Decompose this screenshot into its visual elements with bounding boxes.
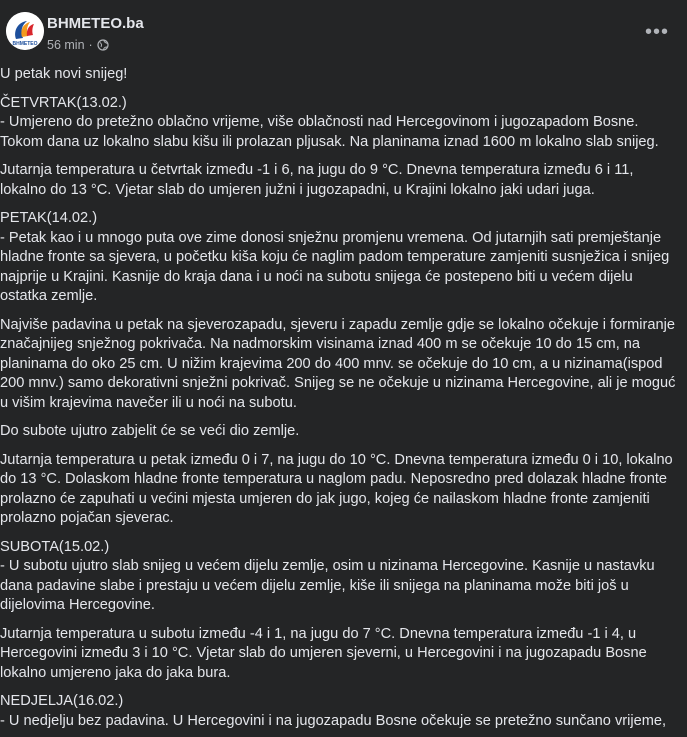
petak-paragraph-2: Najviše padavina u petak na sjeverozapadu, sjeveru i zapadu zemlje gdje se lokalno očekuje i formiranje značajnijeg snježnog pokrivača. Na nadmorskim visinama iznad 400 m se očekuje 10 do 15 cm, na planinama do oko 25 cm. U nižim krajevima 200 do 400 mnv. se očekuje do 10 cm, a u nizinama(ispod 200 mnv.) samo dekorativni snježni pokrivač. Snijeg se ne očekuje u nizinama Hercegovine, ali je moguć u višim krajevima navečer ili u noći na subotu. (0, 316, 676, 411)
bhmeteo-logo-icon (6, 12, 44, 50)
nedjelja-paragraph-1: - U nedjelju bez padavina. U Hercegovini i na jugozapadu Bosne očekuje se pretežno sunčano vrijeme, (0, 712, 667, 729)
avatar-text: BHMETEO (12, 41, 38, 47)
meta-separator: · (88, 38, 93, 52)
petak-paragraph-1: - Petak kao i u mnogo puta ove zime donosi snježnu promjenu vremena. Od jutarnjih sati premještanje hladne fronte sa sjevera, u početku kiša koju će naglim padom temperature zamjeniti susnježica i snijeg najprije u Krajini. Kasnije do kraja dana i u noći na subotu snijega će postepeno biti u većem dijelu ostatka zemlje. (0, 229, 670, 304)
section-heading-subota: SUBOTA(15.02.) (0, 538, 110, 555)
post-body (0, 65, 677, 731)
section-heading-nedjelja: NEDJELJA(16.02.) (0, 693, 124, 709)
subota-paragraph-2: Jutarnja temperatura u subotu između -4 i 1, na jugu do 7 °C. Dnevna temperatura između -1 i 4, u Hercegovini između 3 i 10 °C. Vjetar slab do umjeren sjeverni, u Hercegovini i na jugozapadu Bosne lokalno umjereno jaka do jaka bura. (0, 625, 647, 681)
subota-paragraph-1: - U subotu ujutro slab snijeg u većem dijelu zemlje, osim u nizinama Hercegovine. Kasnije u nastavku dana padavine slabe i prestaju u većem dijelu zemlje, kiše ili snijega na planinama može biti još u dijelovima Hercegovine. (0, 558, 655, 613)
post-meta (47, 38, 109, 52)
petak-paragraph-3: Do subote ujutro zabjelit će se veći dio zemlje. (0, 423, 300, 439)
more-options-button[interactable]: ••• (644, 20, 669, 43)
cetvrtak-paragraph-2: Jutarnja temperatura u četvrtak između -1 i 6, na jugu do 9 °C. Dnevna temperatura između 6 i 11, lokalno do 13 °C. Vjetar slab do umjeren južni i jugozapadni, u Krajini lokalno jaki udari juga. (0, 162, 634, 198)
petak-paragraph-4: Jutarnja temperatura u petak između 0 i 7, na jugu do 10 °C. Dnevna temperatura između 0 i 10, lokalno do 13 °C. Dolaskom hladne fronte temperatura u naglom padu. Neposredno pred dolazak hladne fronte prolazno će zapuhati u većini mjesta umjeren do jak jugo, kojeg će nailaskom hladne fronte zamjeniti prolazno pojačan sjeverac. (0, 451, 673, 526)
page-avatar[interactable] (6, 12, 44, 50)
section-heading-petak: PETAK(14.02.) (0, 210, 98, 226)
section-heading-cetvrtak: ČETVRTAK(13.02.) (0, 94, 127, 111)
post-header (0, 0, 687, 62)
post-time[interactable]: 56 min (47, 38, 85, 52)
cetvrtak-paragraph-1: - Umjereno do pretežno oblačno vrijeme, više oblačnosti nad Hercegovinom i jugozapadom Bosne. Tokom dana uz lokalno slabu kišu ili prolazan pljusak. Na planinama iznad 1600 m lokalno slab snijeg. (0, 114, 659, 150)
post-intro: U petak novi snijeg! (0, 66, 128, 82)
globe-icon[interactable] (97, 39, 109, 51)
page-name[interactable]: BHMETEO.ba (47, 15, 144, 32)
